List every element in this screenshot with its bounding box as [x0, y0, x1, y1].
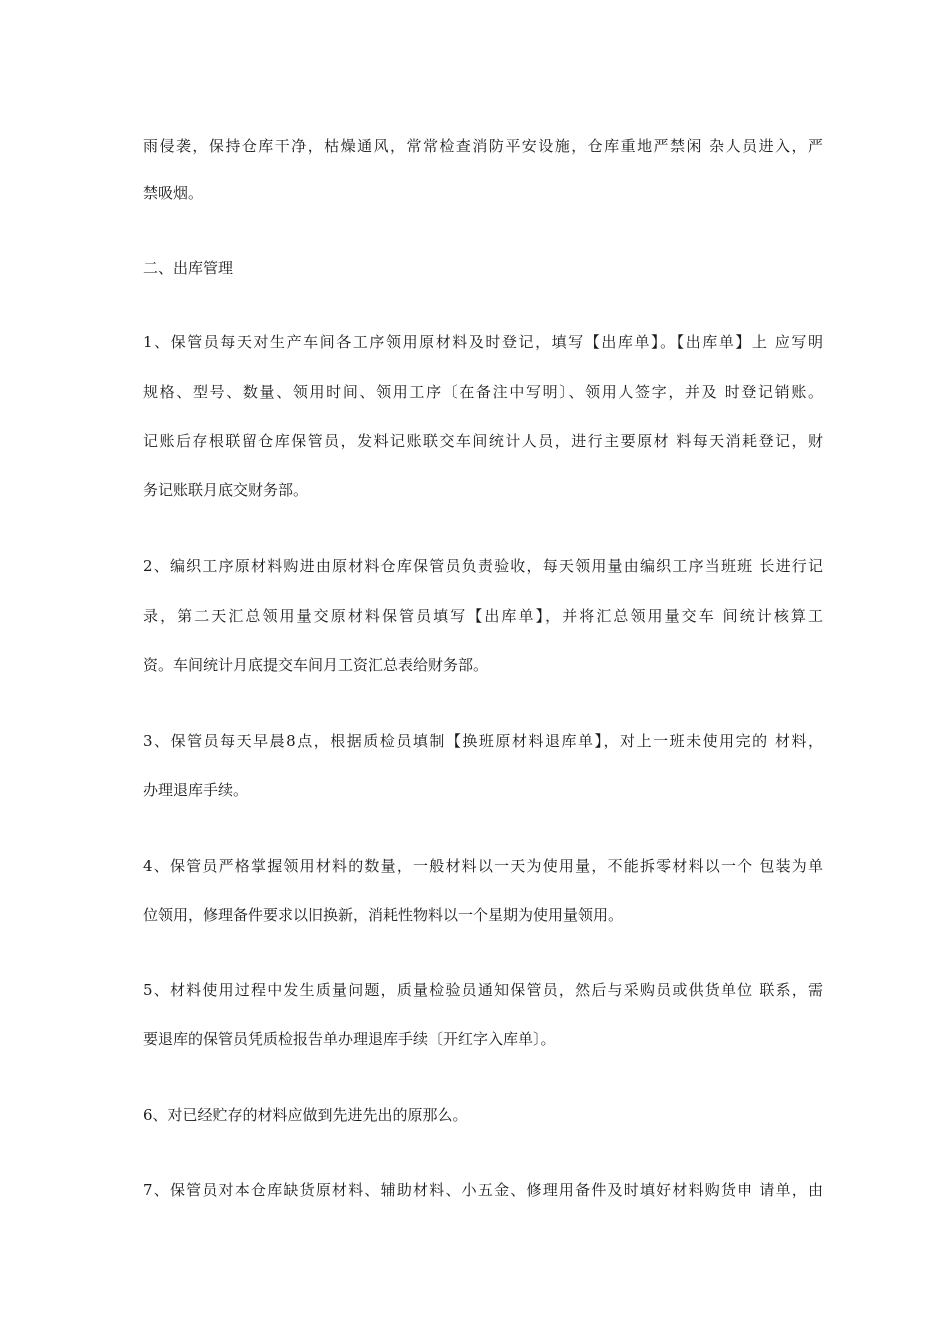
- text-line: 记账后存根联留仓库保管员，发料记账联交车间统计人员，进行主要原材 料每天消耗登记，财: [143, 432, 823, 450]
- text-line: 务记账联月底交财务部。: [143, 481, 309, 499]
- text-line: 6、对已经贮存的材料应做到先进先出的原那么。: [143, 1106, 468, 1124]
- text-line: 禁吸烟。: [143, 184, 204, 202]
- text-line: 7、保管员对本仓库缺货原材料、辅助材料、小五金、修理用备件及时填好材料购货申 请单，由: [143, 1181, 823, 1199]
- text-line: 资。车间统计月底提交车间月工资汇总表给财务部。: [143, 656, 489, 674]
- text-line: 3、保管员每天早晨8点，根据质检员填制【换班原材料退库单】，对上一班未使用完的 材料，: [143, 732, 823, 750]
- text-line: 4、保管员严格掌握领用材料的数量，一般材料以一天为使用量，不能拆零材料以一个 包装为单: [143, 857, 823, 875]
- text-line: 办理退库手续。: [143, 781, 249, 799]
- text-line: 雨侵袭，保持仓库干净，枯燥通风，常常检查消防平安设施，仓库重地严禁闲 杂人员进入，严: [143, 137, 823, 155]
- text-line: 5、材料使用过程中发生质量问题，质量检验员通知保管员，然后与采购员或供货单位 联系，需: [143, 981, 823, 999]
- text-line: 录，第二天汇总领用量交原材料保管员填写【出库单】，并将汇总领用量交车 间统计核算工: [143, 607, 823, 625]
- text-line: 位领用，修理备件要求以旧换新，消耗性物料以一个星期为使用量领用。: [143, 906, 624, 924]
- section-heading: 二、出库管理: [143, 259, 234, 277]
- text-line: 规格、型号、数量、领用时间、领用工序〔在备注中写明〕、领用人签字，并及 时登记销账。: [143, 383, 823, 401]
- text-line: 2、编织工序原材料购进由原材料仓库保管员负责验收，每天领用量由编织工序当班班 长进行记: [143, 557, 823, 575]
- text-line: 1、保管员每天对生产车间各工序领用原材料及时登记，填写【出库单】。【出库单】上 应写明: [143, 333, 823, 351]
- text-line: 要退库的保管员凭质检报告单办理退库手续〔开红字入库单〕。: [143, 1030, 556, 1048]
